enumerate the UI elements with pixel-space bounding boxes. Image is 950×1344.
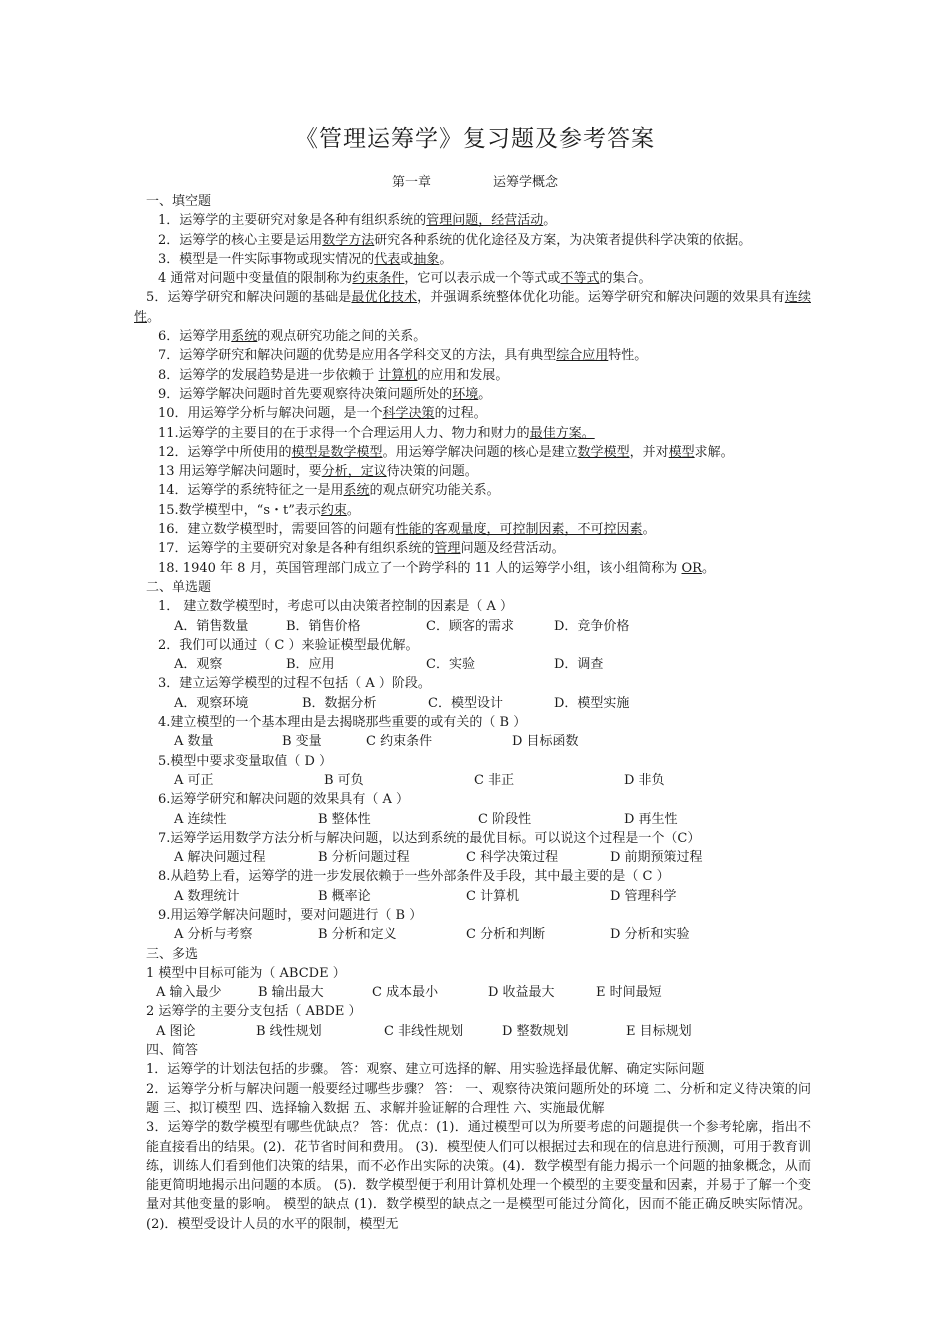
single-question-4-options	[146, 732, 811, 751]
document-body	[134, 192, 811, 1234]
multi-question-1-options	[146, 983, 811, 1002]
chapter-name: 运筹学概念	[493, 175, 559, 190]
option: B 变量	[282, 734, 322, 750]
single-question-7-options	[146, 848, 811, 867]
option: B 分析问题过程	[318, 850, 410, 866]
single-question-6: 6.运筹学研究和解决问题的效果具有（ A ）	[158, 792, 410, 808]
section-heading-fill-blank: 一、填空题	[146, 194, 212, 209]
option: D 整数规划	[502, 1023, 569, 1039]
section-heading-single-choice: 二、单选题	[146, 579, 212, 595]
document-title: 《管理运筹学》复习题及参考答案	[295, 126, 655, 152]
option: C 科学决策过程	[466, 850, 559, 866]
option: A 可正	[174, 772, 214, 788]
fill-question-16: 16．建立数学模型时，需要回答的问题有性能的客观量度，可控制因素，不可控因素。	[158, 522, 656, 538]
fill-question-14: 14．运筹学的系统特征之一是用系统的观点研究功能关系。	[158, 483, 500, 499]
option: C．实验	[426, 657, 475, 673]
option: A 解决问题过程	[174, 850, 266, 866]
chapter-number: 第一章	[391, 175, 431, 190]
multi-question-1: 1 模型中目标可能为（ ABCDE ）	[146, 965, 346, 981]
fill-question-7: 7．运筹学研究和解决问题的优势是应用各学科交叉的方法，具有典型综合应用特性。	[158, 348, 648, 364]
option: C 分析和判断	[466, 927, 546, 943]
option: A 分析与考察	[174, 927, 253, 943]
single-question-7: 7.运筹学运用数学方法分析与解决问题，以达到系统的最优目标。可以说这个过程是一个（C）	[158, 830, 701, 846]
single-question-5-options	[146, 771, 811, 790]
option: D．调查	[554, 657, 604, 673]
fill-question-15: 15.数学模型中，“s・t”表示约束。	[158, 502, 360, 518]
single-question-8-options	[146, 887, 811, 906]
option: D 非负	[624, 772, 665, 788]
option: D 前期预策过程	[610, 850, 703, 866]
option: B 线性规划	[256, 1023, 322, 1039]
section-heading-multiple-choice: 三、多选	[146, 946, 199, 962]
fill-question-11: 11.运筹学的主要目的在于求得一个合理运用人力、物力和财力的最佳方案。	[158, 425, 595, 441]
short-answer-3: 3．运筹学的数学模型有哪些优缺点？ 答：优点：(1)．通过模型可以为所要考虑的问题提供一个参考轮廓，指出不能直接看出的结果。(2)．花节省时间和费用。 (3)．模型使人们可以根据过去和现在的信息进行预测，可用于教育训练，训练人们看到他们决策的结果，而不必作出实际的决策。(4)．数学模型有能力揭示一个问题的抽象概念，从而能更简明地揭示出问题的本质。 (5)．数学模型便于利用计算机处理一个模型的主要变量和因素，并易于了解一个变量对其他变量的影响。 模型的缺点 (1)．数学模型的缺点之一是模型可能过分简化，因而不能正确反映实际情况。 (2)．模型受设计人员的水平的限制，模型无	[146, 1120, 811, 1232]
single-question-3: 3．建立运筹学模型的过程不包括（ A ）阶段。	[158, 676, 431, 692]
option: D 再生性	[624, 811, 678, 827]
option: C．模型设计	[428, 695, 503, 711]
option: D．模型实施	[554, 695, 630, 711]
option: A．销售数量	[174, 618, 249, 634]
option: B 分析和定义	[318, 927, 397, 943]
option: A 图论	[156, 1023, 196, 1039]
option: A 输入最少	[156, 985, 222, 1001]
option: A 数量	[174, 734, 214, 750]
option: C．顾客的需求	[426, 618, 514, 634]
option: B．销售价格	[286, 618, 361, 634]
section-heading-short-answer: 四、简答	[146, 1043, 199, 1059]
fill-question-18: 18. 1940 年 8 月，英国管理部门成立了一个跨学科的 11 人的运筹学小组，该小组简称为 OR。	[158, 560, 715, 576]
single-question-9: 9.用运筹学解决问题时，要对问题进行（ B ）	[158, 907, 423, 923]
multi-question-2: 2 运筹学的主要分支包括（ ABDE ）	[146, 1004, 362, 1020]
option: A．观察	[174, 657, 223, 673]
short-answer-2: 2．运筹学分析与解决问题一般要经过哪些步骤？ 答： 一、观察待决策问题所处的环境 二、分析和定义待决策的问题 三、拟订模型 四、选择输入数据 五、求解并验证解的合理性 六、实施最优解	[146, 1081, 811, 1116]
single-question-1-options	[146, 617, 811, 636]
option: C 成本最小	[372, 985, 439, 1001]
fill-question-4: 4 通常对问题中变量值的限制称为约束条件，它可以表示成一个等式或不等式的集合。	[158, 271, 652, 287]
option: B．数据分析	[302, 695, 377, 711]
fill-question-13: 13 用运筹学解决问题时，要分析，定议待决策的问题。	[158, 464, 478, 480]
option: C 非正	[474, 772, 515, 788]
fill-question-8: 8．运筹学的发展趋势是进一步依赖于 计算机的应用和发展。	[158, 367, 509, 383]
fill-question-9: 9．运筹学解决问题时首先要观察待决策问题所处的环境。	[158, 386, 492, 402]
fill-question-10: 10．用运筹学分析与解决问题，是一个科学决策的过程。	[158, 406, 487, 422]
single-question-9-options	[146, 925, 811, 944]
single-question-1: 1． 建立数学模型时，考虑可以由决策者控制的因素是（ A ）	[158, 599, 514, 615]
option: B 整体性	[318, 811, 371, 827]
option: B 概率论	[318, 888, 371, 904]
option: B．应用	[286, 657, 335, 673]
fill-question-1: 1．运筹学的主要研究对象是各种有组织系统的管理问题，经营活动。	[158, 213, 557, 229]
option: A 数理统计	[174, 888, 240, 904]
single-question-2: 2．我们可以通过（ C ）来验证模型最优解。	[158, 637, 419, 653]
multi-question-2-options	[146, 1022, 811, 1041]
option: A．观察环境	[174, 695, 249, 711]
chapter-heading	[0, 171, 950, 190]
option: C 非线性规划	[384, 1023, 464, 1039]
option: E 目标规划	[626, 1023, 692, 1039]
option: D 收益最大	[488, 985, 555, 1001]
single-question-5: 5.模型中要求变量取值（ D ）	[158, 753, 333, 769]
fill-question-6: 6．运筹学用系统的观点研究功能之间的关系。	[158, 329, 427, 345]
option: D 管理科学	[610, 888, 677, 904]
option: C 计算机	[466, 888, 520, 904]
fill-question-5: 5．运筹学研究和解决问题的基础是最优化技术，并强调系统整体优化功能。运筹学研究和解决问题的效果具有连续性。	[134, 290, 811, 325]
option: B 可负	[324, 772, 364, 788]
fill-question-17: 17．运筹学的主要研究对象是各种有组织系统的管理问题及经营活动。	[158, 541, 565, 557]
option: D 目标函数	[512, 734, 579, 750]
option: E 时间最短	[596, 985, 662, 1001]
option: B 输出最大	[258, 985, 324, 1001]
fill-question-2: 2．运筹学的核心主要是运用数学方法研究各种系统的优化途径及方案，为决策者提供科学决策的依据。	[158, 232, 752, 248]
option: D 分析和实验	[610, 927, 690, 943]
option: C 约束条件	[366, 734, 433, 750]
option: A 连续性	[174, 811, 227, 827]
single-question-4: 4.建立模型的一个基本理由是去揭晓那些重要的或有关的（ B ）	[158, 715, 527, 731]
fill-question-12: 12．运筹学中所使用的模型是数学模型。用运筹学解决问题的核心是建立数学模型，并对模型求解。	[158, 444, 734, 460]
single-question-2-options	[146, 655, 811, 674]
single-question-6-options	[146, 810, 811, 829]
option: D．竞争价格	[554, 618, 630, 634]
short-answer-1: 1．运筹学的计划法包括的步骤。 答：观察、建立可选择的解、用实验选择最优解、确定实际问题	[146, 1062, 705, 1078]
option: C 阶段性	[478, 811, 532, 827]
single-question-8: 8.从趋势上看，运筹学的进一步发展依赖于一些外部条件及手段，其中最主要的是（ C ）	[158, 869, 670, 885]
single-question-3-options	[146, 694, 811, 713]
fill-question-3: 3．模型是一件实际事物或现实情况的代表或抽象。	[158, 251, 453, 267]
